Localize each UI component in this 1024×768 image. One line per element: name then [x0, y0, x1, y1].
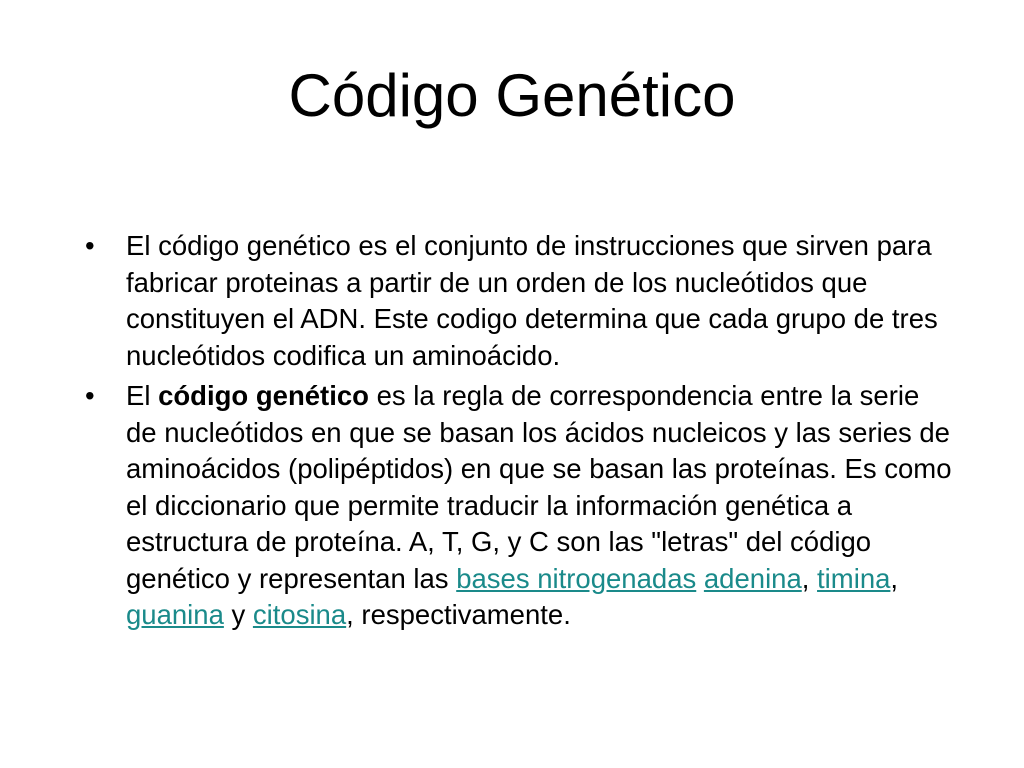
separator: y: [223, 599, 253, 630]
bullet-list: [85, 228, 955, 638]
bullet-tail-text: , respectivamente.: [346, 599, 571, 630]
separator: [696, 563, 704, 594]
bullet-item-correspondence: [85, 378, 955, 634]
separator: ,: [801, 562, 818, 594]
bullet-marker: •: [85, 230, 95, 261]
bullet-lead-text: El: [126, 380, 159, 411]
separator: ,: [890, 562, 899, 594]
slide-title: Código Genético: [288, 62, 736, 129]
link-guanina[interactable]: guanina: [126, 599, 224, 630]
link-adenina[interactable]: adenina: [703, 562, 802, 594]
link-citosina[interactable]: citosina: [252, 599, 347, 630]
link-timina[interactable]: timina: [817, 562, 891, 594]
bullet-text: El código genético es el conjunto de instrucciones que sirven para fabricar proteinas a partir de un orden de los nucleótidos que constituyen el ADN. Este codigo determina que cada grupo de tres nucleótidos codifica un aminoácido.: [126, 230, 938, 371]
bullet-marker: •: [85, 380, 95, 411]
link-bases-nitrogenadas[interactable]: bases nitrogenadas: [456, 562, 697, 594]
bold-term: código genético: [158, 380, 369, 411]
bullet-item-definition: [85, 228, 955, 374]
bullet-body-text: es la regla de correspondencia entre la serie de nucleótidos en que se basan los ácidos nucleicos y las series de aminoácidos (polipéptidos) en que se basan las proteínas. Es como el diccionario que permite traducir la información genética a estructura de proteína. A, T, G, y C son las "letras" del código genético y representan las: [126, 380, 952, 594]
